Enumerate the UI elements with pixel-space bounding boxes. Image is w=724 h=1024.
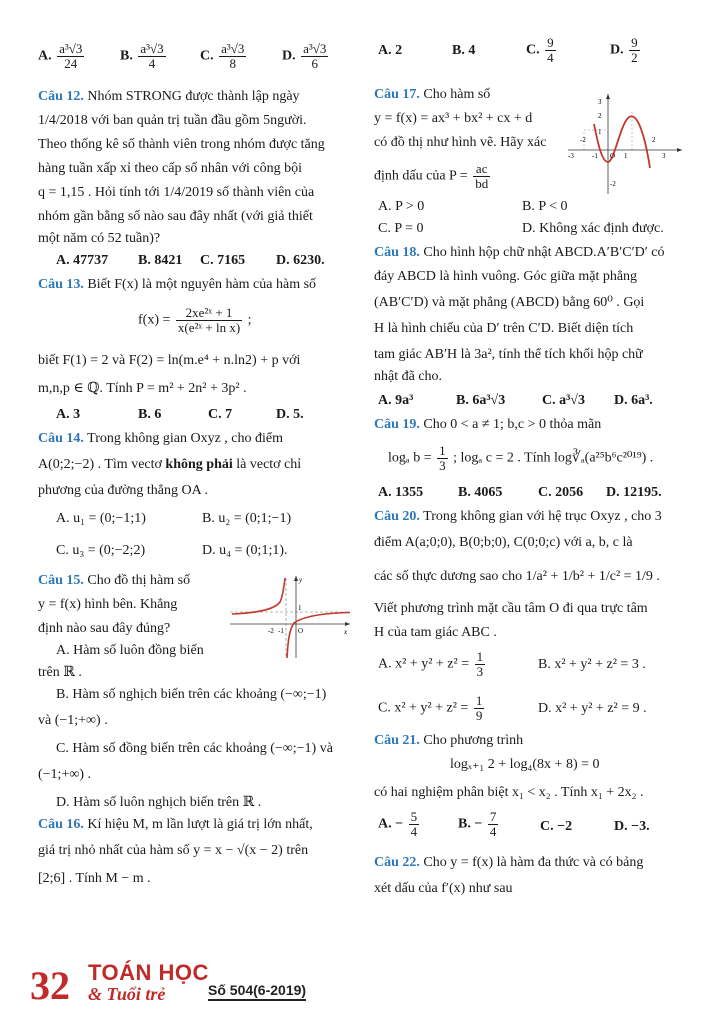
page-number: 32 <box>30 963 70 1008</box>
q15-graph <box>226 572 356 662</box>
q15-origin-label: O <box>298 627 304 635</box>
q21-answer-b: B. − $\frac{7}{4}$ <box>458 809 497 839</box>
q22-label: Câu 22. <box>374 855 420 870</box>
q21-answer-c: C. −2 <box>540 819 573 834</box>
q16-label: Câu 16. <box>38 817 84 832</box>
q21-answer-a: A. − $\frac{5}{4}$ <box>378 809 418 839</box>
q17-label-y2: 2 <box>598 112 602 120</box>
q13-formula: f(x) = $\frac{\text{2xe²ˣ + 1}}{\text{x(e²ˣ + ln x)}}$ ; <box>138 305 252 335</box>
q12-line-1: Câu 12. Nhóm STRONG được thành lập ngày <box>38 89 300 104</box>
q11-answer-a: A. $\frac{\text{a³√3}}{24}$ <box>38 41 83 71</box>
magazine-title: TOÁN HỌC <box>88 960 209 985</box>
q20-line-5: H của tam giác ABC . <box>374 625 497 640</box>
q18-line-4: H là hình chiếu của D′ trên C′D. Biết diện tích <box>374 321 634 336</box>
q12-line-6: nhóm gần bằng số nào sau đây nhất (với giả thiết <box>38 209 313 224</box>
q17-label-x1: 1 <box>624 152 628 160</box>
q18-line-1: Câu 18. Cho hình hộp chữ nhật ABCD.A′B′C′D′ có <box>374 245 665 260</box>
q18-label: Câu 18. <box>374 245 420 260</box>
q13-answer-a: A. 3 <box>56 407 81 422</box>
q15-curve-left <box>232 578 285 614</box>
q13-line-3: m,n,p ∈ ℚ. Tính P = m² + 2n² + 3p² . <box>38 381 247 396</box>
q18-line-6: nhật đã cho. <box>374 369 443 384</box>
q15-y-label: y <box>299 576 303 584</box>
q19-label: Câu 19. <box>374 417 420 432</box>
q17-answer-b: B. P < 0 <box>522 199 568 214</box>
q14-line-2: A(0;2;−2) . Tìm vectơ không phải là vectơ chỉ <box>38 457 302 472</box>
q17-label-yneg2: -2 <box>610 180 616 188</box>
q19-answer-a: A. 1355 <box>378 485 424 500</box>
q15-curve-right <box>287 613 350 659</box>
q13-answer-d: D. 5. <box>276 407 304 422</box>
q12-line-7: một năm có 52 tuần)? <box>38 231 161 246</box>
q16-answer-c: C. $\frac{9}{4}$ <box>526 35 554 65</box>
q21-line-2: có hai nghiệm phân biệt x₁ < x₂ . Tính x₁ + 2x₂ . <box>374 785 644 800</box>
q16-answer-a: A. 2 <box>378 43 403 58</box>
q13-label: Câu 13. <box>38 277 84 292</box>
q12-answer-b: B. 8421 <box>138 253 183 268</box>
q20-line-1: Câu 20. Trong không gian với hệ trục Oxyz , cho 3 <box>374 509 662 524</box>
q14-answer-d: D. u₄ = (0;1;1). <box>202 543 288 558</box>
q17-label-yneg1: -1 <box>592 152 598 160</box>
q18-line-2: đáy ABCD là hình vuông. Góc giữa mặt phẳng <box>374 269 638 284</box>
magazine-subtitle: & Tuổi trẻ <box>88 984 166 1004</box>
q14-answer-c: C. u₃ = (0;−2;2) <box>56 543 146 558</box>
q15-answer-a-2: trên ℝ . <box>38 665 82 680</box>
q15-label-neg1: -1 <box>278 627 284 635</box>
q15-label-1: 1 <box>298 604 302 612</box>
q11-a-fraction: $\frac{\text{a³√3}}{24}$ <box>59 41 83 71</box>
q14-label: Câu 14. <box>38 431 84 446</box>
q15-answer-c-2: (−1;+∞) . <box>38 767 91 782</box>
q16-answer-d: D. $\frac{9}{2}$ <box>610 35 638 65</box>
q19-answer-d: D. 12195. <box>606 485 662 500</box>
q18-answer-a: A. 9a³ <box>378 393 414 408</box>
q16-line-2: giá trị nhỏ nhất của hàm số y = x − √(x − 2) trên <box>38 843 309 858</box>
q22-line-2: xét dấu của f′(x) như sau <box>374 881 513 896</box>
q15-answer-a-1: A. Hàm số luôn đồng biến <box>56 643 204 658</box>
q21-answer-d: D. −3. <box>614 819 650 834</box>
q12-label: Câu 12. <box>38 89 84 104</box>
q15-line-2: y = f(x) hình bên. Khẳng <box>38 597 178 612</box>
q13-line-1: Câu 13. Biết F(x) là một nguyên hàm của hàm số <box>38 277 317 292</box>
q20-answer-d: D. x² + y² + z² = 9 . <box>538 701 647 716</box>
q17-label-y1: 1 <box>598 128 602 136</box>
q17-answer-d: D. Không xác định được. <box>522 221 664 236</box>
q15-line-3: định nào sau đây đúng? <box>38 621 171 636</box>
q20-answer-b: B. x² + y² + z² = 3 . <box>538 657 646 672</box>
q17-label-xneg2: -2 <box>580 136 586 144</box>
q16-answer-b: B. 4 <box>452 43 476 58</box>
q19-answer-c: C. 2056 <box>538 485 584 500</box>
q12-line-2: 1/4/2018 với ban quản trị tuần đầu gồm 5người. <box>38 113 307 128</box>
q17-line-1: Câu 17. Cho hàm số <box>374 87 491 102</box>
q11-answer-c: C. $\frac{\text{a³√3}}{8}$ <box>200 41 245 71</box>
q20-line-2: điểm A(a;0;0), B(0;b;0), C(0;0;c) với a, b, c là <box>374 535 633 550</box>
q13-answer-b: B. 6 <box>138 407 162 422</box>
q15-line-1: Câu 15. Cho đồ thị hàm số <box>38 573 191 588</box>
q18-line-3: (AB′C′D) và mặt phẳng (ABCD) bằng 60⁰ . Gọi <box>374 295 645 310</box>
q18-answer-d: D. 6a³. <box>614 393 653 408</box>
q17-line-2: y = f(x) = ax³ + bx² + cx + d <box>374 111 533 126</box>
q20-line-3: các số thực dương sao cho 1/a² + 1/b² + 1/c² = 1/9 . <box>374 569 660 584</box>
q17-curve <box>594 116 650 168</box>
q15-answer-b-2: và (−1;+∞) . <box>38 713 108 728</box>
q17-answer-c: C. P = 0 <box>378 221 424 236</box>
q20-answer-c: C. x² + y² + z² = $\frac{1}{9}$ <box>378 693 483 723</box>
q17-origin-label: O <box>610 152 616 160</box>
q17-answer-a: A. P > 0 <box>378 199 425 214</box>
q14-answer-b: B. u₂ = (0;1;−1) <box>202 511 292 526</box>
q14-line-3: phương của đường thẳng OA . <box>38 483 208 498</box>
issue-number: Số 504(6-2019) <box>208 982 306 1001</box>
q13-line-2: biết F(1) = 2 và F(2) = ln(m.e⁴ + n.ln2) + p với <box>38 353 301 368</box>
q12-line-3: Theo thống kê số thành viên trong nhóm được tăng <box>38 137 325 152</box>
q22-line-1: Câu 22. Cho y = f(x) là hàm đa thức và có bảng <box>374 855 644 870</box>
q17-label-y3: 3 <box>598 98 602 106</box>
q21-line-1: Câu 21. Cho phương trình <box>374 733 524 748</box>
q21-label: Câu 21. <box>374 733 420 748</box>
q18-line-5: tam giác AB′H là 3a², tính thể tích khối hộp chữ <box>374 347 643 362</box>
q17-label: Câu 17. <box>374 87 420 102</box>
q19-answer-b: B. 4065 <box>458 485 503 500</box>
q16-line-1: Câu 16. Kí hiệu M, m lần lượt là giá trị lớn nhất, <box>38 817 313 832</box>
q17-label-xneg3: -3 <box>568 152 574 160</box>
q17-graph <box>564 90 686 196</box>
q14-line-1: Câu 14. Trong không gian Oxyz , cho điểm <box>38 431 284 446</box>
q15-x-label: x <box>344 628 348 636</box>
q19-line-1: Câu 19. Cho 0 < a ≠ 1; b,c > 0 thỏa mãn <box>374 417 602 432</box>
q21-equation: logₓ₊₁ 2 + log₄(8x + 8) = 0 <box>450 757 600 772</box>
q12-answer-a: A. 47737 <box>56 253 109 268</box>
q20-line-4: Viết phương trình mặt cầu tâm O đi qua trực tâm <box>374 601 648 616</box>
q18-answer-b: B. 6a³√3 <box>456 393 506 408</box>
q15-answer-d: D. Hàm số luôn nghịch biến trên ℝ . <box>56 795 262 810</box>
q20-answer-a: A. x² + y² + z² = $\frac{1}{3}$ <box>378 649 484 679</box>
q15-label-neg2: -2 <box>268 627 274 635</box>
q12-line-5: q = 1,15 . Hỏi tính tới 1/4/2019 số thành viên của <box>38 185 315 200</box>
q17-label-x3: 3 <box>662 152 666 160</box>
q11-answer-b: B. $\frac{\text{a³√3}}{4}$ <box>120 41 164 71</box>
q14-answer-a: A. u₁ = (0;−1;1) <box>56 511 146 526</box>
q17-label-x2: 2 <box>652 136 656 144</box>
q17-line-3: có đồ thị như hình vẽ. Hãy xác <box>374 135 547 150</box>
q19-line-2: logₐ b = $\frac{1}{3}$ ; logₐ c = 2 . Tính log∛ₐ(a²⁵b⁶c²⁰¹⁹) . <box>388 443 654 473</box>
q12-answer-d: D. 6230. <box>276 253 325 268</box>
q13-answer-c: C. 7 <box>208 407 233 422</box>
q11-answer-d: D. $\frac{\text{a³√3}}{6}$ <box>282 41 327 71</box>
q17-line-4: định dấu của P = $\frac{ac}{bd}$ <box>374 161 489 191</box>
page-footer <box>30 960 350 1010</box>
q15-label: Câu 15. <box>38 573 84 588</box>
q15-answer-b-1: B. Hàm số nghịch biến trên các khoảng (−∞;−1) <box>56 687 327 702</box>
q18-answer-c: C. a³√3 <box>542 393 585 408</box>
q15-answer-c-1: C. Hàm số đồng biến trên các khoảng (−∞;−1) và <box>56 741 333 756</box>
q12-answer-c: C. 7165 <box>200 253 246 268</box>
q12-line-4: hàng tuần xấp xỉ theo cấp số nhân với công bội <box>38 161 303 176</box>
q20-label: Câu 20. <box>374 509 420 524</box>
q16-line-3: [2;6] . Tính M − m . <box>38 871 151 886</box>
